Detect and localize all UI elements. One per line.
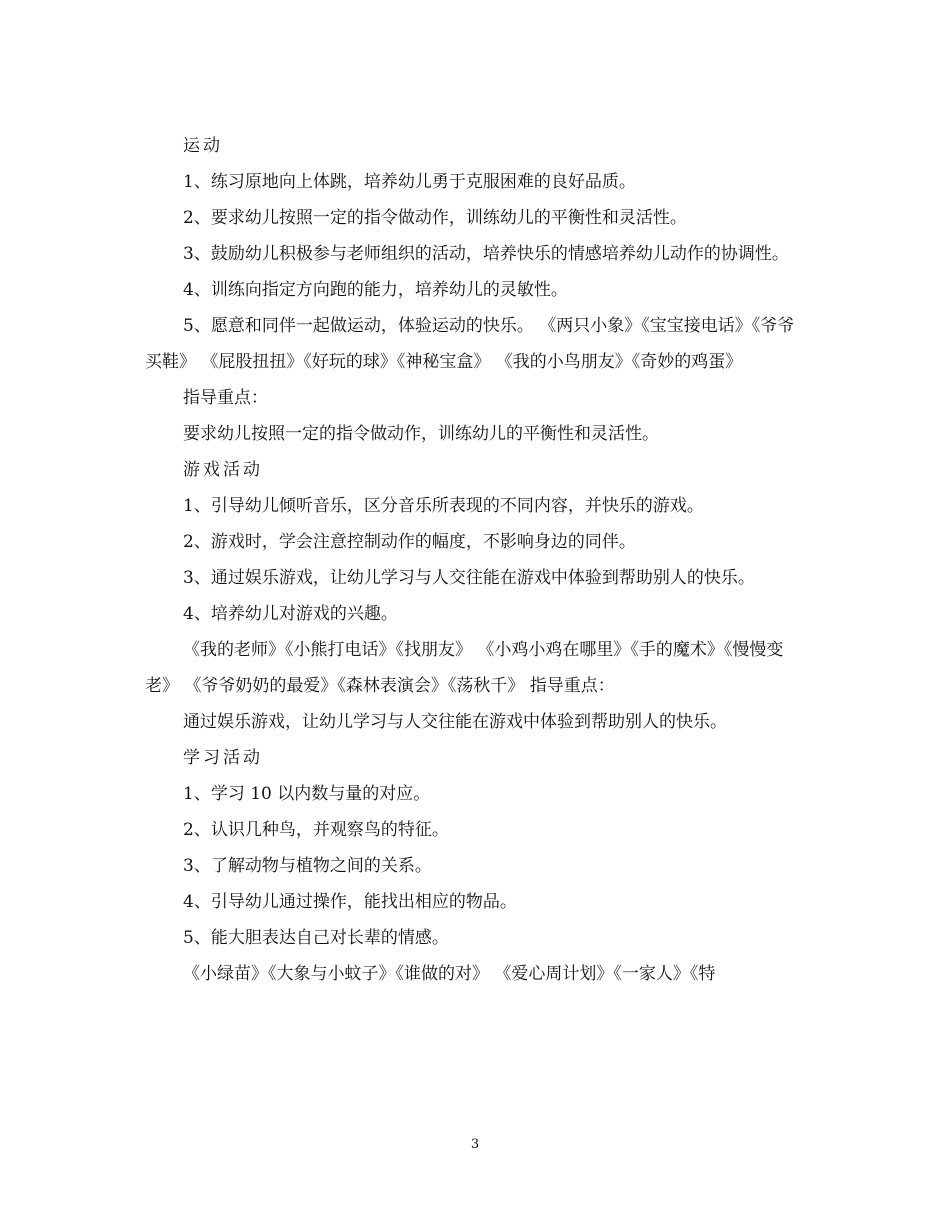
- paragraph: 3、了解动物与植物之间的关系。: [183, 856, 432, 876]
- section-heading-games: 游戏活动: [183, 460, 263, 480]
- paragraph: 4、引导幼儿通过操作，能找出相应的物品。: [183, 892, 517, 912]
- paragraph: 要求幼儿按照一定的指令做动作，训练幼儿的平衡性和灵活性。: [183, 424, 659, 444]
- paragraph: 2、认识几种鸟，并观察鸟的特征。: [183, 820, 449, 840]
- paragraph: 1、练习原地向上体跳，培养幼儿勇于克服困难的良好品质。: [183, 172, 636, 192]
- page-number: 3: [470, 1137, 480, 1152]
- paragraph: 《小绿苗》《大象与小蚊子》《谁做的对》 《爱心周计划》《一家人》《特: [183, 964, 716, 984]
- paragraph: 通过娱乐游戏，让幼儿学习与人交往能在游戏中体验到帮助别人的快乐。: [183, 712, 727, 732]
- paragraph: 5、能大胆表达自己对长辈的情感。: [183, 928, 449, 948]
- section-heading-learning: 学习活动: [183, 748, 263, 768]
- section-heading-sports: 运动: [183, 136, 223, 156]
- paragraph: 4、训练向指定方向跑的能力，培养幼儿的灵敏性。: [183, 280, 568, 300]
- paragraph: 5、愿意和同伴一起做运动，体验运动的快乐。 《两只小象》《宝宝接电话》《爷爷买鞋》 《屁股扭扭》《好玩的球》《神秘宝盒》 《我的小鸟朋友》《奇妙的鸡蛋》: [145, 316, 795, 372]
- paragraph: 3、鼓励幼儿积极参与老师组织的活动，培养快乐的情感培养幼儿动作的协调性。: [183, 244, 789, 264]
- paragraph: 1、引导幼儿倾听音乐，区分音乐所表现的不同内容，并快乐的游戏。: [183, 496, 704, 516]
- paragraph: 2、要求幼儿按照一定的指令做动作，训练幼儿的平衡性和灵活性。: [183, 208, 687, 228]
- paragraph: 4、培养幼儿对游戏的兴趣。: [183, 604, 398, 624]
- paragraph: 1、学习 10 以内数与量的对应。: [183, 784, 431, 804]
- document-body: [145, 128, 805, 992]
- paragraph: 《我的老师》《小熊打电话》《找朋友》 《小鸡小鸡在哪里》《手的魔术》《慢慢变老》 《爷爷奶奶的最爱》《森林表演会》《荡秋千》 指导重点：: [145, 640, 784, 696]
- paragraph: 2、游戏时，学会注意控制动作的幅度，不影响身边的同伴。: [183, 532, 636, 552]
- guidance-label: 指导重点：: [183, 388, 268, 408]
- paragraph: 3、通过娱乐游戏，让幼儿学习与人交往能在游戏中体验到帮助别人的快乐。: [183, 568, 755, 588]
